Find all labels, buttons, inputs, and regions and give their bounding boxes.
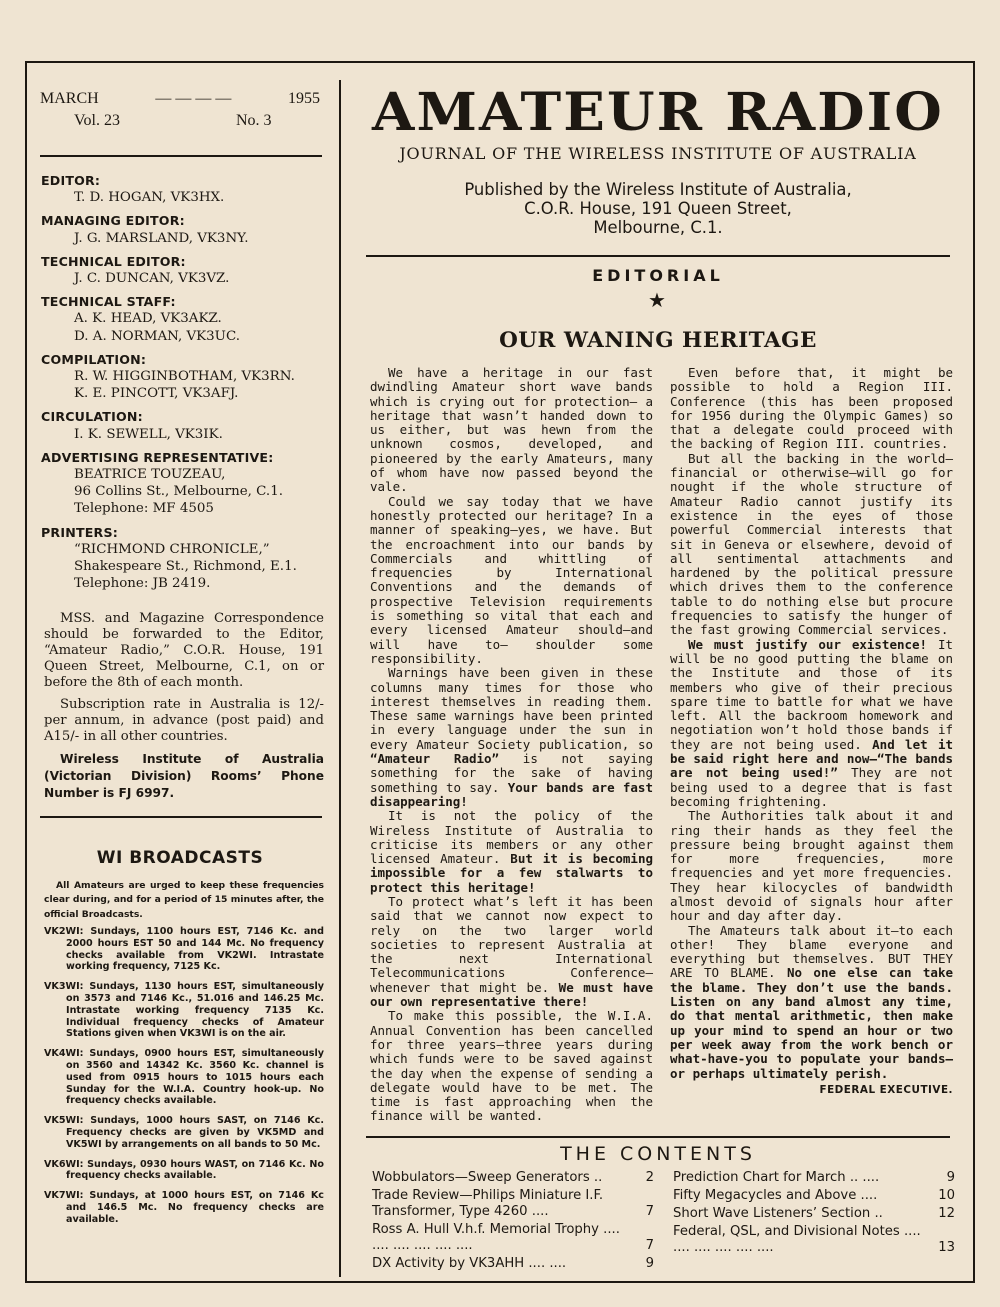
contents-item-title: Prediction Chart for March .. .... <box>673 1170 880 1185</box>
contents-item[interactable] <box>372 1170 654 1186</box>
broadcasts-rule <box>40 816 322 818</box>
contents-item-title: Fifty Megacycles and Above .... <box>673 1188 878 1203</box>
column-divider <box>339 80 341 1277</box>
contents-item-title: DX Activity by VK3AHH .... .... <box>372 1256 567 1271</box>
staff-name: BEATRICE TOUZEAU, <box>74 467 226 483</box>
paragraph: The Amateurs talk about it—to each other! They blame everyone and everything but themselves. BUT THEY ARE TO BLAME. No one else can take the blame. They don’t use the bands. Listen on any band almost any time, do that mental arithmetic, then make up your mind to spend an hour or two per week away from the work bench or what-have-you to populate your bands—or perhaps ultimately perish. <box>670 922 953 1081</box>
staff-role: CIRCULATION: <box>41 409 143 425</box>
mss-note: MSS. and Magazine Correspondence should be forwarded to the Editor, “Amateur Radio,” C.O.R. House, 191 Queen Street, Melbourne, C.1, on or before the 8th of each month. <box>44 611 324 690</box>
staff-name: Telephone: MF 4505 <box>74 501 214 517</box>
staff-role: COMPILATION: <box>41 351 147 367</box>
phone-note: Wireless Institute of Australia (Victorian Division) Rooms’ Phone Number is FJ 6997. <box>44 752 324 800</box>
contents-item[interactable] <box>372 1256 654 1272</box>
paragraph: But all the backing in the world— financial or otherwise—will go for nought if the whole structure of Amateur Radio cannot justify its existence in the eyes of those powerful Commercial interests that sit in Geneva or elsewhere, devoid of all sentimental attachments and hardened by the political pressure which drives them to the conference table to do nothing else but procure frequencies to satisfy the hunger of the fast growing Commercial services. <box>670 450 953 638</box>
contents-item-page: 7 <box>645 1204 654 1219</box>
staff-name: “RICHMOND CHRONICLE,” <box>74 541 270 557</box>
contents-item-title: Federal, QSL, and Divisional Notes .... .... .... .... .... .... <box>673 1224 921 1255</box>
staff-name: I. K. SEWELL, VK3IK. <box>74 426 223 442</box>
editorial-title: OUR WANING HERITAGE <box>499 328 817 353</box>
contents-item-page: 2 <box>645 1170 654 1185</box>
issue-dashes: — — — — <box>155 90 232 107</box>
broadcast-entry: VK7WI: Sundays, at 1000 hours EST, on 7146 Kc and 146.5 Mc. No frequency checks are available. <box>44 1190 324 1225</box>
staff-name: D. A. NORMAN, VK3UC. <box>74 328 240 344</box>
contents-rule <box>366 1136 950 1138</box>
editorial-label: EDITORIAL <box>592 266 724 285</box>
staff-role: TECHNICAL EDITOR: <box>41 253 186 269</box>
staff-role: PRINTERS: <box>41 524 118 540</box>
contents-item[interactable] <box>673 1188 955 1204</box>
staff-role: EDITOR: <box>41 173 101 188</box>
correspondence-note <box>44 611 324 808</box>
journal-subtitle: JOURNAL OF THE WIRELESS INSTITUTE OF AUSTRALIA <box>399 144 917 163</box>
staff-name: J. C. DUNCAN, VK3VZ. <box>74 271 230 287</box>
star-icon: ★ <box>648 288 666 312</box>
paragraph: To protect what’s left it has been said that we cannot now expect to rely on the two larger world societies to represent Australia at the next International Telecommunications Conference—whenever that might be. We must have our own representative there! <box>370 893 654 1010</box>
paragraph: It is not the policy of the Wireless Institute of Australia to criticise its members or any other licensed Amateur. But it is becoming impossible for a few stalwarts to protect this heritage! <box>370 808 653 895</box>
staff-list <box>41 172 331 592</box>
staff-role: ADVERTISING REPRESENTATIVE: <box>41 449 274 465</box>
staff-role: TECHNICAL STAFF: <box>41 294 176 310</box>
publisher-line: Published by the Wireless Institute of Australia, <box>464 180 852 199</box>
broadcast-entry: VK6WI: Sundays, 0930 hours WAST, on 7146 Kc. No frequency checks available. <box>44 1158 324 1182</box>
staff-name: R. W. HIGGINBOTHAM, VK3RN. <box>74 369 295 385</box>
broadcast-entry: VK5WI: Sundays, 1000 hours SAST, on 7146 Kc. Frequency checks are given by VK5MD and VK5WI by arrangements on all bands to 50 Mc. <box>44 1115 324 1150</box>
publisher-info <box>366 180 950 237</box>
staff-role: MANAGING EDITOR: <box>41 213 185 229</box>
contents-item-page: 9 <box>645 1256 654 1271</box>
staff-name: 96 Collins St., Melbourne, C.1. <box>74 484 283 500</box>
masthead-rule <box>40 155 322 157</box>
contents-title: THE CONTENTS <box>560 1143 756 1165</box>
staff-name: T. D. HOGAN, VK3HX. <box>74 190 225 206</box>
staff-name: A. K. HEAD, VK3AKZ. <box>74 311 222 327</box>
broadcasts-title: WI BROADCASTS <box>96 848 264 868</box>
contents-item[interactable] <box>372 1222 654 1254</box>
paragraph: We have a heritage in our fast dwindling Amateur short wave bands which is crying out for protection— a heritage that wasn’t handed down to us either, but was hewn from the unknown cosmos, developed, and pioneered by the early Amateurs, many of whom have now passed beyond the vale. <box>370 365 653 495</box>
staff-name: K. E. PINCOTT, VK3AFJ. <box>74 386 239 402</box>
contents-item[interactable] <box>372 1188 654 1220</box>
contents-item-page: 10 <box>938 1188 955 1203</box>
issue-number: No. 3 <box>236 112 272 129</box>
staff-name: Telephone: JB 2419. <box>74 576 211 592</box>
contents-item-title: Short Wave Listeners’ Section .. <box>673 1206 883 1221</box>
contents-item[interactable] <box>673 1224 955 1256</box>
publisher-line: Melbourne, C.1. <box>593 218 723 237</box>
broadcast-entry: VK3WI: Sundays, 1130 hours EST, simultaneously on 3573 and 7146 Kc., 51.016 and 146.25 Mc. Intrastate working frequency 7135 Kc. Individual frequency checks of Amateur Stations given when VK3WI is on the air. <box>44 981 324 1040</box>
editorial-rule <box>366 255 950 257</box>
issue-month: MARCH <box>40 90 99 107</box>
subscription-note: Subscription rate in Australia is 12/- per annum, in advance (post paid) and A15/- in all other countries. <box>44 697 324 744</box>
publisher-line: C.O.R. House, 191 Queen Street, <box>524 199 792 218</box>
broadcasts-intro: All Amateurs are urged to keep these frequencies clear during, and for a period of 15 minutes after, the official Broadcasts. <box>44 880 324 920</box>
contents-item-title: Wobbulators—Sweep Generators .. <box>372 1170 603 1185</box>
paragraph: The Authorities talk about it and ring their hands as they feel the pressure being brought against them for more frequencies, more frequencies and yet more frequencies. They hear kilocycles of bandwidth almost devoid of signals hour after hour and day after day. <box>670 808 953 924</box>
contents-item-title: Ross A. Hull V.h.f. Memorial Trophy .... .... .... .... .... .... <box>372 1222 620 1253</box>
staff-name: J. G. MARSLAND, VK3NY. <box>74 230 249 246</box>
contents-item-page: 13 <box>938 1240 955 1255</box>
contents-right <box>673 1170 955 1258</box>
issue-info <box>40 90 320 130</box>
editorial-column-right <box>670 366 953 1097</box>
paragraph: Even before that, it might be possible to hold a Region III. Conference (this has been proposed for 1956 during the Olympic Games) so that a delegate could proceed with the backing of Region III. countries. <box>670 365 953 452</box>
broadcast-entry: VK2WI: Sundays, 1100 hours EST, 7146 Kc. and 2000 hours EST 50 and 144 Mc. No frequency checks available from VK2WI. Intrastate working frequency, 7125 Kc. <box>44 926 324 973</box>
broadcast-entry: VK4WI: Sundays, 0900 hours EST, simultaneously on 3560 and 14342 Kc. 3560 Kc. channel is used from 0915 hours to 1015 hours each Sunday for the W.I.A. Country hook-up. No frequency checks available. <box>44 1048 324 1107</box>
journal-title: AMATEUR RADIO <box>372 82 944 143</box>
paragraph: We must justify our existence! It will be no good putting the blame on the Institute and those of its members who give of their precious spare time to battle for what we have left. All the backroom homework and negotiation won’t hold those bands if they are not being used. And let it be said right here and now—“The bands are not being used!” They are not being used to a degree that is fast becoming frightening. <box>670 636 953 809</box>
issue-volume: Vol. 23 <box>74 112 120 129</box>
paragraph: Could we say today that we have honestly protected our heritage? In a manner of speaking—yes, we have. But the encroachment into our bands by Commercials and whittling of frequencies by International Conventions and the demands of prospective Television requirements is something so vital that each and every licensed Amateur should—and will have to— shoulder some responsibility. <box>370 493 653 666</box>
contents-item-page: 7 <box>645 1238 654 1253</box>
contents-item-page: 12 <box>938 1206 955 1221</box>
paragraph: To make this possible, the W.I.A. Annual Convention has been cancelled for three years—three years during which funds were to be saved against the day when the expense of sending a delegate would have to be met. The time is fast approaching when the finance will be wanted. <box>370 1008 653 1124</box>
masthead <box>366 84 950 163</box>
contents-item-page: 9 <box>946 1170 955 1185</box>
contents-left <box>372 1170 654 1274</box>
contents-item[interactable] <box>673 1206 955 1222</box>
editorial-column-left <box>370 366 653 1124</box>
editorial-signature: FEDERAL EXECUTIVE. <box>819 1083 953 1096</box>
paragraph: Warnings have been given in these columns many times for those who interest themselves in reading them. These same warnings have been printed in every language under the sun in every Amateur Society publication, so “Amateur Radio” is not saying something for the sake of having something to say. Your bands are fast disappearing! <box>370 665 653 809</box>
contents-item-title: Trade Review—Philips Miniature I.F. Transformer, Type 4260 .... <box>372 1188 604 1219</box>
issue-year: 1955 <box>288 90 320 107</box>
broadcasts-list <box>44 926 324 1234</box>
staff-name: Shakespeare St., Richmond, E.1. <box>74 559 297 575</box>
contents-item[interactable] <box>673 1170 955 1186</box>
